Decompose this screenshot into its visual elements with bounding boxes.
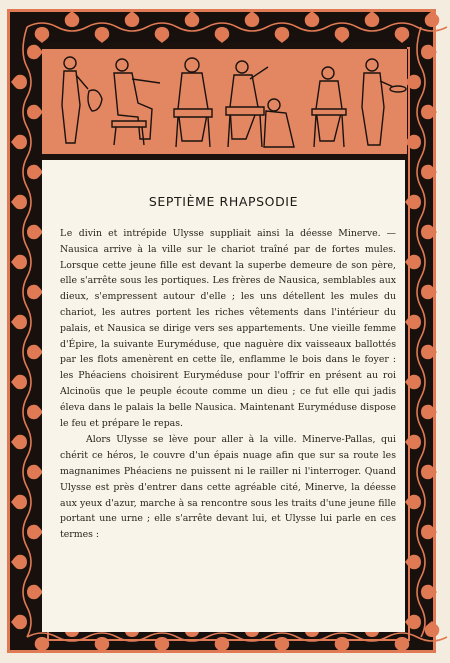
ivy-leaf — [425, 621, 439, 637]
ivy-leaf — [95, 637, 109, 653]
ivy-leaf — [275, 27, 289, 43]
ivy-leaf — [11, 255, 27, 269]
frieze-illustration — [42, 43, 407, 162]
ivy-leaf — [421, 225, 437, 239]
initial-word: Le — [60, 228, 73, 239]
ivy-leaf — [11, 75, 27, 89]
ivy-leaf — [155, 637, 169, 653]
ivy-leaf — [395, 637, 409, 653]
ivy-leaf — [335, 27, 349, 43]
paragraph: Alors Ulysse se lève pour aller à la ville. Minerve-Pallas, qui chérit ce héros, le couvre d'un épais nuage afin que sur sa route les magnanimes Phéaciens ne puissent ni le railler ni l'interroger. Quand Ulysse est près d'entrer dans cette agréable cité, Minerve, la déesse aux yeux d'azur, marche à sa rencontre sous les traits d'une jeune fille portant une urne ; elle s'arrête devant lui, et Ulysse lui parle en ces termes : — [60, 434, 396, 541]
vine-stem — [27, 23, 447, 31]
ivy-leaf — [27, 525, 43, 539]
ivy-leaf — [275, 637, 289, 653]
ivy-leaf — [405, 555, 421, 569]
body-text — [60, 226, 396, 543]
ivy-leaf — [405, 435, 421, 449]
ivy-leaf — [425, 11, 439, 27]
paragraph — [60, 226, 396, 431]
ivy-leaf — [421, 405, 437, 419]
chapter-title: SEPTIÈME RHAPSODIE — [148, 194, 299, 209]
ivy-leaf — [421, 465, 437, 479]
ivy-leaf — [11, 195, 27, 209]
vine-stem — [27, 633, 447, 641]
ivy-leaf — [11, 615, 27, 629]
ivy-leaf — [95, 27, 109, 43]
ivy-leaf — [27, 465, 43, 479]
ivy-leaf — [405, 135, 421, 149]
ivy-leaf — [405, 195, 421, 209]
ivy-leaf — [27, 165, 43, 179]
ivy-leaf — [405, 75, 421, 89]
ivy-leaf — [215, 637, 229, 653]
ivy-leaf — [11, 495, 27, 509]
ivy-leaf — [421, 285, 437, 299]
text-panel — [42, 160, 405, 632]
ivy-leaf — [27, 585, 43, 599]
ivy-leaf — [27, 345, 43, 359]
ivy-leaf — [11, 375, 27, 389]
ivy-leaf — [27, 105, 43, 119]
ivy-leaf — [365, 11, 379, 27]
vine-stem — [417, 27, 425, 637]
ivy-leaf — [27, 225, 43, 239]
ivy-leaf — [335, 637, 349, 653]
ivy-leaf — [405, 315, 421, 329]
ivy-leaf — [421, 45, 437, 59]
ivy-leaf — [405, 255, 421, 269]
ivy-leaf — [395, 27, 409, 43]
ivy-leaf — [11, 555, 27, 569]
ivy-leaf — [405, 375, 421, 389]
ivy-leaf — [35, 637, 49, 653]
ivy-leaf — [215, 27, 229, 43]
ivy-leaf — [27, 285, 43, 299]
ivy-leaf — [65, 11, 79, 27]
ivy-leaf — [305, 11, 319, 27]
ivy-leaf — [27, 45, 43, 59]
ivy-leaf — [11, 315, 27, 329]
ivy-leaf — [185, 11, 199, 27]
ivy-leaf — [405, 495, 421, 509]
ivy-leaf — [245, 11, 259, 27]
ivy-leaf — [11, 135, 27, 149]
ivy-leaf — [421, 345, 437, 359]
ivy-leaf — [405, 615, 421, 629]
greek-red-figure-frieze-icon — [42, 43, 407, 160]
ivy-leaf — [11, 435, 27, 449]
ivy-leaf — [421, 105, 437, 119]
ivy-leaf — [155, 27, 169, 43]
paragraph-text: divin et intrépide Ulysse suppliait ainsi la déesse Minerve. — Nausica arrive à la ville sur le chariot traîné par de fortes mules. Lorsque cette jeune fille est devant la superbe demeure de son père, elle s'arrête sous les portiques. Les frères de Nausica, semblables aux dieux, s'empressent autour d'elle ; les uns détellent les mules du chariot, les autres portent les riches vêtements dans l'intérieur du palais, et Nausica se dirige vers ses appartements. Une vieille femme d'Épire, la suivante Euryméduse, que naguère dix vaisseaux ballottés par les flots amenèrent en cette île, enflamme le bois dans le foyer : les Phéaciens choisirent Euryméduse pour l'offrir en présent au roi Alcinoüs que le peuple écoute comme un dieu ; ce fut elle qui jadis éleva dans le palais la belle Nausica. Maintenant Euryméduse dispose le feu et prépare le repas. — [60, 228, 396, 429]
ivy-leaf — [421, 165, 437, 179]
ivy-leaf — [27, 405, 43, 419]
ivy-leaf — [421, 525, 437, 539]
ivy-leaf — [125, 11, 139, 27]
ivy-leaf — [421, 585, 437, 599]
vine-stem — [23, 27, 31, 637]
ivy-leaf — [35, 27, 49, 43]
